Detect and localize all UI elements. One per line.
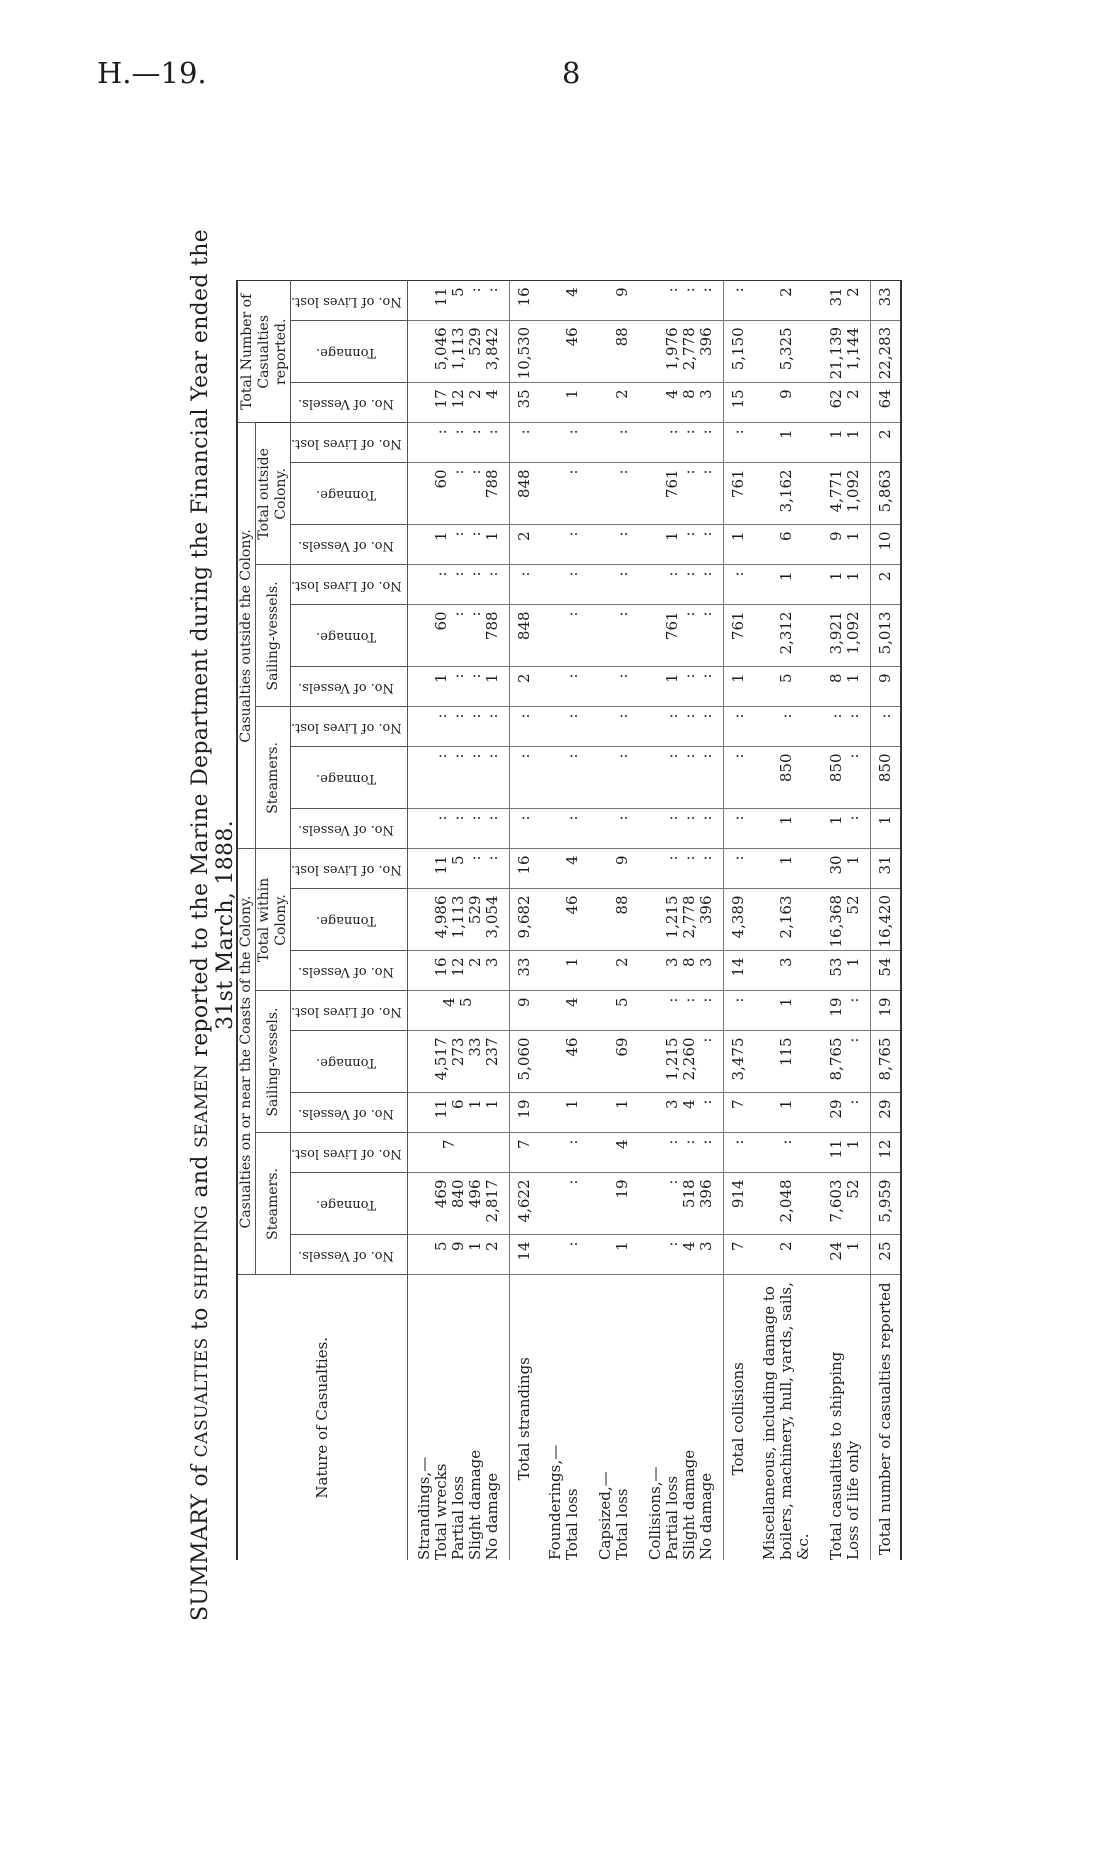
- table-cell: 2: [589, 951, 639, 991]
- table-cell: 22,283: [870, 321, 901, 383]
- table-cell: : : : :: [407, 707, 509, 747]
- lives-heading-text: No. of Lives lost.: [291, 293, 402, 309]
- table-cell: 29: [870, 1093, 901, 1133]
- table-cell: 2: [509, 525, 539, 565]
- vessels-heading: [291, 1235, 408, 1275]
- table-cell: 848: [509, 605, 539, 667]
- table-cell: :: [723, 849, 753, 889]
- table-cell: 11 6 1 1: [407, 1093, 509, 1133]
- table-cell: : : :: [639, 707, 724, 747]
- table-cell: 5,013: [870, 605, 901, 667]
- lives-heading: [291, 423, 408, 463]
- table-cell: : : :: [639, 849, 724, 889]
- table-cell: 1: [753, 809, 820, 849]
- table-cell: 2: [589, 383, 639, 423]
- page-number: 8: [562, 56, 581, 90]
- table-cell: 16,420: [870, 889, 901, 951]
- table-cell: 2: [509, 667, 539, 707]
- table-cell: 21,139 1,144: [820, 321, 871, 383]
- lives-heading: [291, 1133, 408, 1173]
- table-cell: :: [870, 707, 901, 747]
- row-label: [639, 1275, 724, 1560]
- table-cell: :: [509, 809, 539, 849]
- table-cell: 5,863: [870, 463, 901, 525]
- lives-heading: [291, 281, 408, 321]
- table-row: [820, 281, 871, 1560]
- table-cell: 4,622: [509, 1173, 539, 1235]
- table-cell: :: [539, 667, 589, 707]
- table-cell: 8,765: [870, 1031, 901, 1093]
- row-label-text: Founderings,— Total loss: [545, 1444, 581, 1560]
- row-label-text: Total number of casualties reported: [875, 1282, 894, 1556]
- table-cell: 54: [870, 951, 901, 991]
- table-cell: :: [723, 281, 753, 321]
- table-cell: : : : :: [407, 565, 509, 605]
- row-label: [539, 1275, 589, 1560]
- table-row: [723, 281, 753, 1560]
- table-cell: 5,046 1,113 529 3,842: [407, 321, 509, 383]
- table-cell: 16 12 2 3: [407, 951, 509, 991]
- table-cell: 30 1: [820, 849, 871, 889]
- table-cell: 7,603 52: [820, 1173, 871, 1235]
- table-cell: :: [539, 463, 589, 525]
- caption-and: and: [188, 1147, 213, 1205]
- lives-heading-text: No. of Lives lost.: [291, 577, 402, 593]
- subheading-steamers-outside: Steamers.: [256, 707, 291, 849]
- caption-casualties: CASUALTIES: [192, 1337, 212, 1458]
- vessels-heading-text: No. of Vessels.: [298, 679, 395, 695]
- table-cell: 19 :: [820, 991, 871, 1031]
- table-cell: 5 9 1 2: [407, 1235, 509, 1275]
- table-cell: :: [589, 525, 639, 565]
- table-cell: 15: [723, 383, 753, 423]
- table-cell: 4: [589, 1133, 639, 1173]
- row-label: [753, 1275, 820, 1560]
- table-cell: 5,325: [753, 321, 820, 383]
- vessels-heading: [291, 1093, 408, 1133]
- table-cell: 11 5 : :: [407, 849, 509, 889]
- table-cell: :: [509, 707, 539, 747]
- table-cell: 914: [723, 1173, 753, 1235]
- table-cell: 11 1: [820, 1133, 871, 1173]
- table-row: [407, 281, 509, 1560]
- table-cell: 1,215 2,778 396: [639, 889, 724, 951]
- table-cell: :: [539, 747, 589, 809]
- table-cell: 10: [870, 525, 901, 565]
- table-cell: : : : :: [407, 423, 509, 463]
- table-cell: 5,150: [723, 321, 753, 383]
- table-cell: :: [539, 1173, 589, 1235]
- table-cell: 11 5 : :: [407, 281, 509, 321]
- table-cell: :: [723, 991, 753, 1031]
- table-cell: 4 8 3: [639, 383, 724, 423]
- table-cell: : : :: [639, 565, 724, 605]
- table-cell: 46: [539, 889, 589, 951]
- table-cell: 46: [539, 321, 589, 383]
- table-cell: : : :: [639, 281, 724, 321]
- table-cell: 2: [753, 1235, 820, 1275]
- table-cell: 850 :: [820, 747, 871, 809]
- table-cell: 1: [753, 565, 820, 605]
- tonnage-heading-text: Tonnage.: [316, 913, 377, 928]
- table-cell: 4: [539, 991, 589, 1031]
- table-cell: 850: [753, 747, 820, 809]
- table-cell: 7: [723, 1235, 753, 1275]
- table-cell: 2: [870, 565, 901, 605]
- table-cell: 1 : :: [639, 667, 724, 707]
- table-cell: 17 12 2 4: [407, 383, 509, 423]
- table-cell: : :: [820, 707, 871, 747]
- table-row: [753, 281, 820, 1560]
- table-cell: :: [589, 463, 639, 525]
- table-cell: 9,682: [509, 889, 539, 951]
- tonnage-heading-text: Tonnage.: [316, 1055, 377, 1070]
- table-cell: :: [723, 565, 753, 605]
- table-cell: 2: [753, 281, 820, 321]
- table-cell: : : :: [639, 423, 724, 463]
- table-cell: :: [539, 525, 589, 565]
- table-cell: 9: [509, 991, 539, 1031]
- table-cell: :: [723, 747, 753, 809]
- tonnage-heading-text: Tonnage.: [316, 628, 377, 644]
- table-row: [870, 281, 901, 1560]
- group-heading-near: Casualties on or near the Coasts of the Colony.: [237, 849, 256, 1275]
- table-cell: :: [539, 423, 589, 463]
- table-cell: 1: [539, 383, 589, 423]
- caption-seamen: SEAMEN: [192, 1063, 212, 1148]
- table-cell: 88: [589, 889, 639, 951]
- table-cell: 848: [509, 463, 539, 525]
- table-cell: :: [589, 747, 639, 809]
- table-cell: : : : :: [407, 809, 509, 849]
- row-label-text: Collisions,— Partial loss Slight damage No damage: [645, 1449, 715, 1560]
- table-cell: 2,312: [753, 605, 820, 667]
- table-cell: :: [589, 565, 639, 605]
- table-cell: 1: [753, 1093, 820, 1133]
- table-cell: 3,475: [723, 1031, 753, 1093]
- row-label-text: Capsized,— Total loss: [595, 1471, 631, 1560]
- table-cell: : 4 3: [639, 1235, 724, 1275]
- vessels-heading-text: No. of Vessels.: [298, 964, 395, 979]
- tonnage-heading: [291, 1173, 408, 1235]
- row-label: [870, 1275, 901, 1560]
- table-cell: 9: [753, 383, 820, 423]
- table-cell: :: [539, 1133, 589, 1173]
- table-cell: 1: [870, 809, 901, 849]
- vessels-heading-text: No. of Vessels.: [298, 821, 395, 837]
- table-cell: 4 5: [407, 991, 509, 1031]
- table-cell: 16,368 52: [820, 889, 871, 951]
- table-cell: 88: [589, 321, 639, 383]
- table-cell: 1: [539, 951, 589, 991]
- table-cell: 1: [753, 849, 820, 889]
- page-header: [0, 0, 1114, 130]
- lives-heading-text: No. of Lives lost.: [291, 1004, 402, 1019]
- row-label-text: Strandings,— Total wrecks Partial loss Slight damage No damage: [414, 1449, 501, 1560]
- row-label: [407, 1275, 509, 1560]
- table-cell: :: [723, 423, 753, 463]
- table-cell: :: [589, 809, 639, 849]
- rotated-summary-table: [0, 205, 1114, 1645]
- caption-to: to: [188, 1300, 213, 1338]
- group-heading-outside: Casualties outside the Colony.: [237, 423, 256, 849]
- table-cell: 1 : : 1: [407, 525, 509, 565]
- table-cell: 1 1: [820, 423, 871, 463]
- table-cell: 2,048: [753, 1173, 820, 1235]
- table-cell: 19: [589, 1173, 639, 1235]
- table-cell: 761 : :: [639, 463, 724, 525]
- table-cell: 9 1: [820, 525, 871, 565]
- lives-heading: [291, 707, 408, 747]
- table-cell: 53 1: [820, 951, 871, 991]
- table-cell: 9: [589, 849, 639, 889]
- table-cell: 9: [870, 667, 901, 707]
- table-cell: 16: [509, 849, 539, 889]
- tonnage-heading-text: Tonnage.: [316, 486, 377, 502]
- table-cell: 12: [870, 1133, 901, 1173]
- table-cell: 3 4 :: [639, 1093, 724, 1133]
- table-cell: 6: [753, 525, 820, 565]
- table-cell: 8 1: [820, 667, 871, 707]
- table-cell: 60 : : 788: [407, 605, 509, 667]
- table-cell: 469 840 496 2,817: [407, 1173, 509, 1235]
- table-cell: 5: [753, 667, 820, 707]
- row-label: [589, 1275, 639, 1560]
- vessels-heading-text: No. of Vessels.: [298, 1106, 395, 1121]
- table-cell: 31 2: [820, 281, 871, 321]
- nature-heading: Nature of Casualties.: [237, 1275, 407, 1560]
- table-cell: 33: [870, 281, 901, 321]
- table-cell: 69: [589, 1031, 639, 1093]
- table-cell: :: [723, 1133, 753, 1173]
- subheading-steamers: Steamers.: [256, 1133, 291, 1275]
- table-cell: 10,530: [509, 321, 539, 383]
- tonnage-heading: [291, 463, 408, 525]
- table-cell: :: [539, 707, 589, 747]
- table-cell: 16: [509, 281, 539, 321]
- table-cell: 1: [539, 1093, 589, 1133]
- table-cell: 4: [539, 281, 589, 321]
- vessels-heading: [291, 951, 408, 991]
- table-cell: 5: [589, 991, 639, 1031]
- table-cell: :: [723, 707, 753, 747]
- caption-of: of: [188, 1457, 213, 1494]
- table-cell: 5,959: [870, 1173, 901, 1235]
- group-heading-total: Total Number of Casualties reported.: [237, 281, 291, 423]
- table-cell: 1 1: [820, 565, 871, 605]
- heading-row-groups: [237, 281, 256, 1560]
- lives-heading: [291, 565, 408, 605]
- table-cell: 1 : : 1: [407, 667, 509, 707]
- vessels-heading-text: No. of Vessels.: [298, 395, 395, 411]
- lives-heading-text: No. of Lives lost.: [291, 1146, 402, 1161]
- row-label-text: Total casualties to shipping Loss of life only: [826, 1351, 862, 1560]
- table-cell: 1,215 2,260 :: [639, 1031, 724, 1093]
- table-cell: 4: [539, 849, 589, 889]
- table-cell: : : :: [639, 747, 724, 809]
- table-cell: :: [589, 707, 639, 747]
- table-cell: 9: [589, 281, 639, 321]
- table-cell: 31: [870, 849, 901, 889]
- tonnage-heading: [291, 747, 408, 809]
- tonnage-heading-text: Tonnage.: [316, 770, 377, 786]
- table-cell: :: [509, 565, 539, 605]
- table-cell: :: [509, 423, 539, 463]
- table-cell: :: [753, 707, 820, 747]
- table-cell: 33: [509, 951, 539, 991]
- table-cell: 19: [870, 991, 901, 1031]
- table-cell: 2: [870, 423, 901, 463]
- table-cell: 60 : : 788: [407, 463, 509, 525]
- tonnage-heading: [291, 605, 408, 667]
- table-cell: 7: [723, 1093, 753, 1133]
- table-cell: :: [723, 809, 753, 849]
- casualties-table: [236, 280, 902, 1560]
- lives-heading: [291, 849, 408, 889]
- row-label-text: Miscellaneous, including damage to boilers, machinery, hull, yards, sails, &c.: [759, 1282, 812, 1560]
- table-cell: :: [539, 1235, 589, 1275]
- lives-heading-text: No. of Lives lost.: [291, 719, 402, 735]
- table-cell: 29 :: [820, 1093, 871, 1133]
- table-row: [639, 281, 724, 1560]
- table-caption: [188, 205, 238, 1645]
- table-cell: 24 1: [820, 1235, 871, 1275]
- table-cell: 64: [870, 383, 901, 423]
- table-cell: 1: [753, 991, 820, 1031]
- table-cell: 25: [870, 1235, 901, 1275]
- table-cell: 2,163: [753, 889, 820, 951]
- lives-heading: [291, 991, 408, 1031]
- table-cell: 3,921 1,092: [820, 605, 871, 667]
- table-cell: 1: [589, 1235, 639, 1275]
- table-cell: 4,986 1,113 529 3,054: [407, 889, 509, 951]
- table-cell: 4,517 273 33 237: [407, 1031, 509, 1093]
- table-cell: 1 : :: [639, 525, 724, 565]
- table-cell: 19: [509, 1093, 539, 1133]
- table-cell: 761: [723, 463, 753, 525]
- table-cell: 1 :: [820, 809, 871, 849]
- table-cell: 14: [723, 951, 753, 991]
- table-cell: : : :: [639, 991, 724, 1031]
- table-cell: :: [753, 1133, 820, 1173]
- row-label-text: Total collisions: [728, 1362, 747, 1476]
- table-body: [407, 281, 901, 1560]
- subheading-sailing: Sailing-vessels.: [256, 991, 291, 1133]
- row-label: [820, 1275, 871, 1560]
- vessels-heading: [291, 525, 408, 565]
- document-code: H.—19.: [97, 56, 207, 90]
- lives-heading-text: No. of Lives lost.: [291, 861, 402, 877]
- table-row: [539, 281, 589, 1560]
- table-cell: :: [539, 605, 589, 667]
- table-row: [589, 281, 639, 1560]
- tonnage-heading: [291, 1031, 408, 1093]
- table-cell: 4,771 1,092: [820, 463, 871, 525]
- vessels-heading-text: No. of Vessels.: [298, 1248, 395, 1263]
- row-label: [509, 1275, 539, 1560]
- table-cell: 14: [509, 1235, 539, 1275]
- table-cell: 3,162: [753, 463, 820, 525]
- table-cell: :: [589, 605, 639, 667]
- tonnage-heading-text: Tonnage.: [316, 344, 377, 360]
- tonnage-heading-text: Tonnage.: [316, 1197, 377, 1212]
- table-cell: :: [539, 565, 589, 605]
- table-cell: 761: [723, 605, 753, 667]
- table-cell: 1: [723, 667, 753, 707]
- table-cell: 3 8 3: [639, 951, 724, 991]
- caption-summary: SUMMARY: [188, 1493, 213, 1621]
- tonnage-heading: [291, 889, 408, 951]
- table-cell: 1: [589, 1093, 639, 1133]
- table-cell: 850: [870, 747, 901, 809]
- table-cell: : : :: [639, 809, 724, 849]
- table-cell: 35: [509, 383, 539, 423]
- row-label-text: Total strandings: [514, 1357, 533, 1481]
- table-cell: 1: [753, 423, 820, 463]
- tonnage-heading: [291, 321, 408, 383]
- vessels-heading: [291, 667, 408, 707]
- table-cell: 761 : :: [639, 605, 724, 667]
- vessels-heading: [291, 383, 408, 423]
- table-cell: 1: [723, 525, 753, 565]
- table-cell: 3: [753, 951, 820, 991]
- table-cell: 8,765 :: [820, 1031, 871, 1093]
- table-cell: :: [589, 423, 639, 463]
- row-label: [723, 1275, 753, 1560]
- subheading-within: Total within Colony.: [256, 849, 291, 991]
- lives-heading-text: No. of Lives lost.: [291, 435, 402, 451]
- table-cell: 7: [509, 1133, 539, 1173]
- caption-rest: reported to the Marine Department during the Financial Year ended the 31st March, 1888.: [188, 229, 238, 1064]
- vessels-heading: [291, 809, 408, 849]
- table-cell: 5,060: [509, 1031, 539, 1093]
- vessels-heading-text: No. of Vessels.: [298, 537, 395, 553]
- table-cell: 46: [539, 1031, 589, 1093]
- table-cell: 1,976 2,778 396: [639, 321, 724, 383]
- table-cell: :: [539, 809, 589, 849]
- table-cell: 115: [753, 1031, 820, 1093]
- table-cell: : 518 396: [639, 1173, 724, 1235]
- table-row: [509, 281, 539, 1560]
- table-cell: : : :: [639, 1133, 724, 1173]
- table-cell: :: [589, 667, 639, 707]
- subheading-outside: Total outside Colony.: [256, 423, 291, 565]
- table-cell: :: [509, 747, 539, 809]
- table-cell: 7: [407, 1133, 509, 1173]
- table-cell: 4,389: [723, 889, 753, 951]
- table-cell: 62 2: [820, 383, 871, 423]
- caption-shipping: SHIPPING: [192, 1204, 212, 1301]
- subheading-sailing-outside: Sailing-vessels.: [256, 565, 291, 707]
- table-cell: : : : :: [407, 747, 509, 809]
